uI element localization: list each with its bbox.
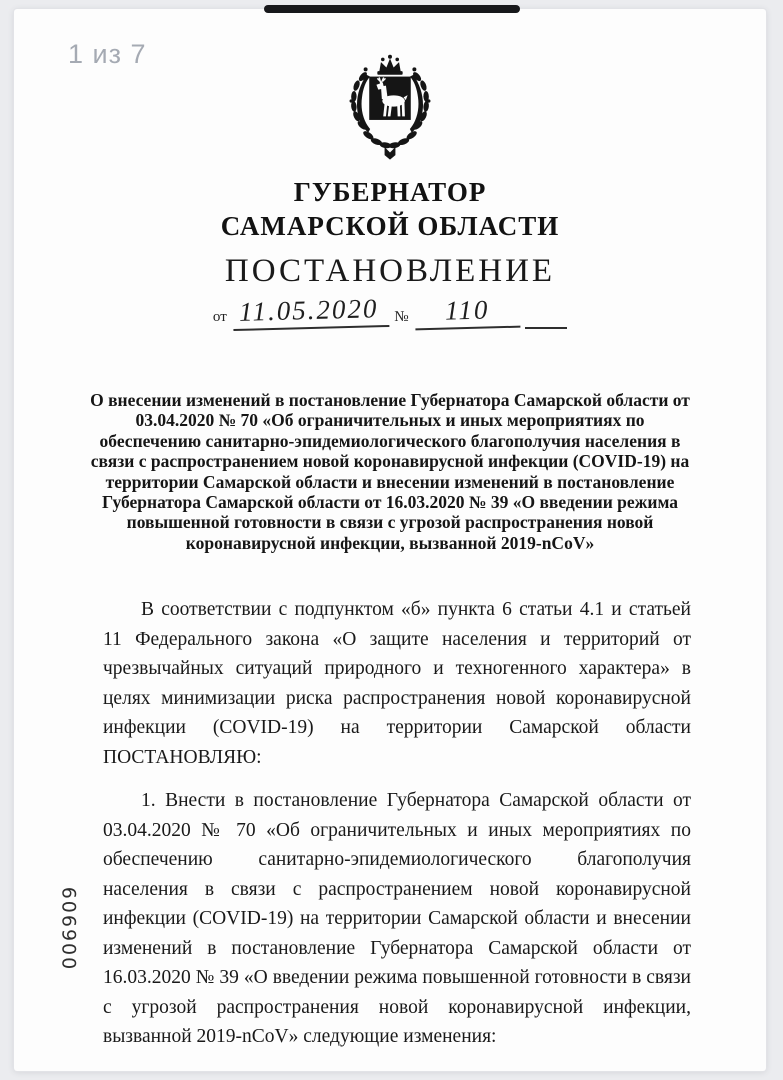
top-progress-bar bbox=[264, 5, 520, 13]
document-type-heading: ПОСТАНОВЛЕНИЕ bbox=[224, 253, 556, 289]
document-page bbox=[14, 9, 766, 1071]
org-name-line1: ГУБЕРНАТОР bbox=[293, 177, 487, 207]
number-handwritten: 110 bbox=[414, 294, 519, 331]
document-title: О внесении изменений в постановление Губернатора Самарской области от 03.04.2020 № 70 «Об ограничительных и иных мероприятиях по обеспечению санитарно-эпидемиологического благополучия населения в связи с распространением новой коронавирусной инфекции (COVID-19) на территории Самарской области и внесении изменений в постановление Губернатора Самарской области от 16.03.2020 № 39 «О введении режима повышенной готовности в связи с угрозой распространения новой коронавирусной инфекции, вызванной 2019-nCoV» bbox=[90, 390, 690, 553]
org-name-line2: САМАРСКОЙ ОБЛАСТИ bbox=[220, 211, 560, 241]
paragraph-item-1: 1. Внести в постановление Губернатора Самарской области от 03.04.2020 № 70 «Об ограничительных и иных мероприятиях по обеспечению санитарно-эпидемиологического благополучия населения в связи с распространением новой коронавирусной инфекции (COVID-19) на территории Самарской области и внесении изменений в постановление Губернатора Самарской области от 16.03.2020 № 39 «О введении режима повышенной готовности в связи с угрозой распространения новой коронавирусной инфекции, вызванной 2019-nCoV» следующие изменения: bbox=[103, 790, 691, 1047]
document-body bbox=[103, 595, 691, 1052]
registration-stamp-number: 006909 bbox=[59, 884, 81, 970]
paragraph-preamble: В соответствии с подпунктом «б» пункта 6 статьи 4.1 и статьей 11 Федерального закона «О защите населения и территорий от чрезвычайных ситуаций природного и техногенного характера» в целях минимизации риска распространения новой коронавирусной инфекции (COVID-19) на территории Самарской области ПОСТАНОВЛЯЮ: bbox=[103, 599, 691, 768]
samara-coat-of-arms-icon bbox=[334, 53, 446, 167]
number-sign: № bbox=[394, 309, 409, 325]
date-number-line bbox=[14, 295, 766, 329]
org-name bbox=[14, 175, 766, 243]
page-counter: 1 из 7 bbox=[68, 39, 147, 69]
date-handwritten: 11.05.2020 bbox=[232, 293, 388, 331]
date-prefix: от bbox=[212, 309, 227, 325]
underline-tail bbox=[525, 324, 567, 329]
